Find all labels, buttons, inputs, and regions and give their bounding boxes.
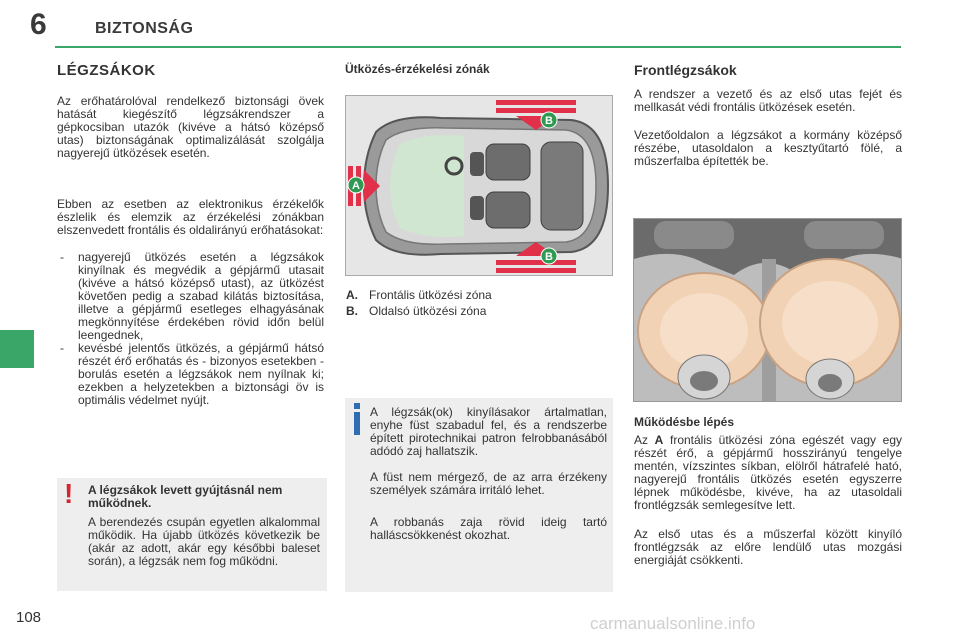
list-item (57, 342, 324, 407)
warning-title: A légzsákok levett gyújtásnál nem működnek. (88, 483, 283, 510)
operation-prefix: Az (634, 433, 649, 447)
list-item-text: nagyerejű ütközés esetén a légzsákok kinyílnak és megvédik a gépjármű utasait (kivéve a hátsó középső utast), az ütközést követően pedig a szabad kilátás biztosítása, illetve a gépjármű esetleges elhagyásának megkönnyítése érdekében rövid időn belül leengednek, (78, 250, 324, 342)
car-top-view-illustration (346, 96, 613, 276)
front-airbags-title: Frontlégzsákok (634, 62, 737, 78)
sensor-paragraph: Ebben az esetben az elektronikus érzékelők észlelik és elemzik az érzékelési zónákban elszenvedett frontális és oldalirányú erőhatásokat: (57, 197, 324, 237)
bullet-dash: - (60, 341, 64, 355)
front-paragraph: Vezetőoldalon a légzsákot a kormány középső részébe, utasoldalon a kesztyűtartó fölé, a műszerfalba építették be. (634, 128, 902, 168)
chapter-title: BIZTONSÁG (95, 20, 194, 37)
front-airbags-illustration (633, 218, 902, 402)
info-icon (353, 403, 361, 435)
warning-text: A berendezés csupán egyetlen alkalommal működik. Ha újabb ütközés következik be (akár az adott, akár egy későbbi baleset során), a légzsák nem fog működni. (88, 515, 320, 568)
operation-zone-key: A (654, 433, 664, 447)
info-paragraph: A füst nem mérgező, de az arra érzékeny személyek számára irritáló lehet. (370, 470, 607, 497)
front-paragraph: A rendszer a vezető és az első utas fejét és mellkasát védi frontális ütközések esetén. (634, 87, 902, 114)
list-item-text: kevésbé jelentős ütközés, a gépjármű hátsó részét érő erőhatás és - bizonyos esetekben - borulás esetén a légzsákok nem nyílnak ki; ezekben a helyzetekben a biztonsági öv is optimális védelmet nyújt. (78, 341, 324, 407)
chapter-side-tab (0, 330, 34, 368)
diagram-label-b-top: B (545, 115, 553, 127)
legend-key: A. (346, 288, 358, 302)
operation-title: Működésbe lépés (634, 415, 735, 429)
operation-paragraph (634, 434, 902, 512)
list-item (57, 251, 324, 342)
legend-text: Oldalsó ütközési zóna (369, 304, 487, 318)
section-title: LÉGZSÁKOK (57, 62, 156, 79)
operation-paragraph: Az első utas és a műszerfal között kinyíló frontlégzsák az előre lendülő utas mozgási energiáját csökkenti. (634, 527, 902, 567)
warning-icon: ! (64, 478, 74, 509)
zones-title: Ütközés-érzékelési zónák (345, 62, 490, 76)
legend-item (346, 303, 596, 319)
legend-key: B. (346, 304, 358, 318)
diagram-label-b-bottom: B (545, 251, 553, 263)
page-number: 108 (16, 609, 42, 626)
bullet-dash: - (60, 250, 64, 264)
diagram-label-a: A (352, 180, 360, 192)
watermark: carmanualsonline.info (590, 614, 756, 633)
impact-zones-diagram (345, 95, 613, 276)
intro-paragraph: Az erőhatárolóval rendelkező biztonsági övek hatását kiegészítő légzsákrendszer a gépkocsiban utazók (kivéve a hátsó középső utas) biztonságának optimalizálását szolgálja nagyerejű ütközések esetén. (57, 94, 324, 160)
operation-text: frontális ütközési zóna egészét vagy egy részét érő, a gépjármű hosszirányú tengelye mentén, vízszintes síkban, elölről hátrafelé ható, nagyerejű frontális ütközés esetén egyszerre lépnek működésbe, kivéve, ha az utasoldali frontlégzsák semlegesítve lett. (634, 433, 902, 512)
chapter-number: 6 (30, 8, 47, 41)
legend-text: Frontális ütközési zóna (369, 288, 492, 302)
header-divider (55, 46, 901, 48)
legend-item (346, 287, 596, 303)
info-paragraph: A robbanás zaja rövid ideig tartó halláscsökkenést okozhat. (370, 515, 607, 542)
deployment-list (57, 251, 324, 407)
info-paragraph: A légzsák(ok) kinyílásakor ártalmatlan, enyhe füst szabadul fel, és a rendszerbe épített pirotechnikai patron felrobbanásából adódó zaj hallatszik. (370, 405, 607, 458)
